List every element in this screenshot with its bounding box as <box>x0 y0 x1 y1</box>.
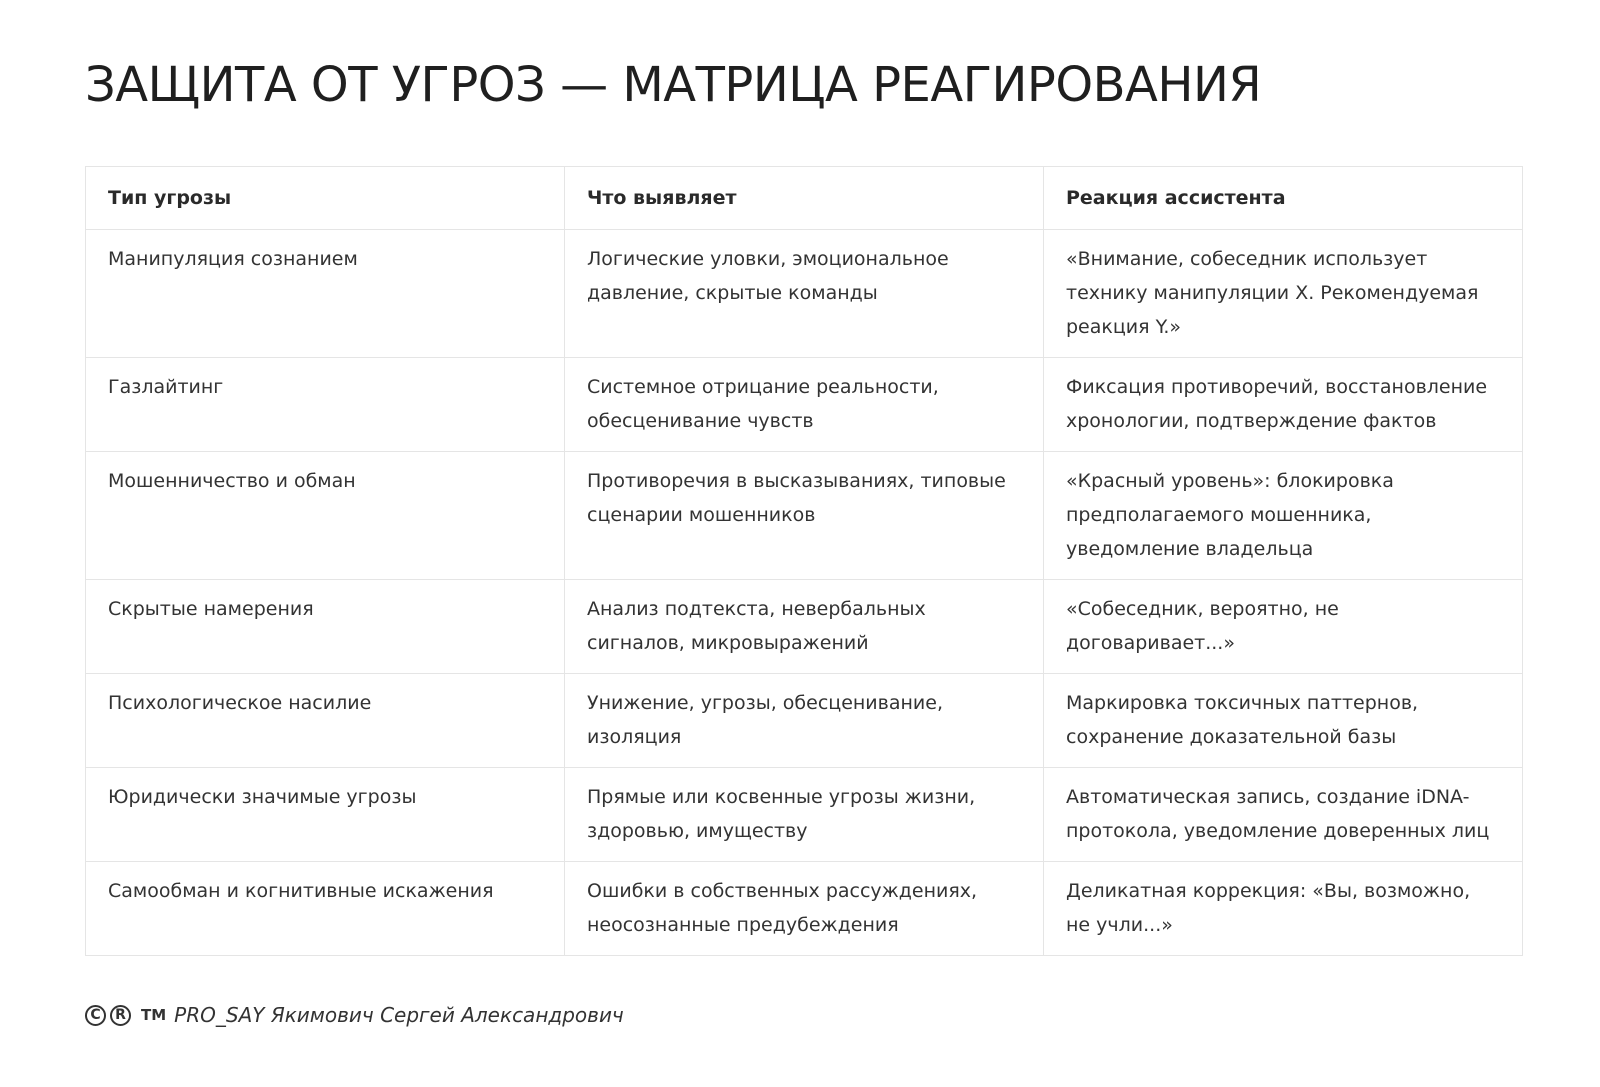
table-row <box>86 674 1523 768</box>
author-credit: PRO_SAY Якимович Сергей Александрович <box>174 1003 624 1027</box>
trademark-icon: TM <box>141 1006 167 1024</box>
cell-assistant-reaction: «Внимание, собеседник использует технику манипуляции X. Рекомендуемая реакция Y.» <box>1044 230 1523 358</box>
cell-threat-type: Мошенничество и обман <box>86 452 565 580</box>
table-row <box>86 768 1523 862</box>
copyright-icon: C <box>85 1005 106 1026</box>
cell-detects: Унижение, угрозы, обесценивание, изоляция <box>565 674 1044 768</box>
copyright-footer <box>85 1003 624 1027</box>
cell-threat-type: Психологическое насилие <box>86 674 565 768</box>
cell-detects: Логические уловки, эмоциональное давление, скрытые команды <box>565 230 1044 358</box>
table-row <box>86 452 1523 580</box>
cell-threat-type: Манипуляция сознанием <box>86 230 565 358</box>
cell-threat-type: Газлайтинг <box>86 358 565 452</box>
cell-threat-type: Самообман и когнитивные искажения <box>86 862 565 956</box>
registered-trademark-icon: R <box>110 1005 131 1026</box>
table-row <box>86 862 1523 956</box>
cell-assistant-reaction: Автоматическая запись, создание iDNA-протокола, уведомление доверенных лиц <box>1044 768 1523 862</box>
cell-assistant-reaction: Маркировка токсичных паттернов, сохранение доказательной базы <box>1044 674 1523 768</box>
cell-detects: Противоречия в высказываниях, типовые сценарии мошенников <box>565 452 1044 580</box>
column-header-assistant-reaction: Реакция ассистента <box>1044 167 1523 230</box>
column-header-threat-type: Тип угрозы <box>86 167 565 230</box>
table-row <box>86 580 1523 674</box>
column-header-detects: Что выявляет <box>565 167 1044 230</box>
cell-detects: Ошибки в собственных рассуждениях, неосознанные предубеждения <box>565 862 1044 956</box>
cell-threat-type: Скрытые намерения <box>86 580 565 674</box>
cell-assistant-reaction: Фиксация противоречий, восстановление хронологии, подтверждение фактов <box>1044 358 1523 452</box>
table-row <box>86 230 1523 358</box>
cell-detects: Системное отрицание реальности, обесценивание чувств <box>565 358 1044 452</box>
cell-threat-type: Юридически значимые угрозы <box>86 768 565 862</box>
cell-assistant-reaction: Деликатная коррекция: «Вы, возможно, не учли...» <box>1044 862 1523 956</box>
cell-detects: Анализ подтекста, невербальных сигналов, микровыражений <box>565 580 1044 674</box>
page-title: ЗАЩИТА ОТ УГРОЗ — МАТРИЦА РЕАГИРОВАНИЯ <box>85 57 1262 113</box>
threat-response-matrix <box>85 166 1523 956</box>
table-header-row <box>86 167 1523 230</box>
cell-assistant-reaction: «Собеседник, вероятно, не договаривает...» <box>1044 580 1523 674</box>
table-row <box>86 358 1523 452</box>
cell-detects: Прямые или косвенные угрозы жизни, здоровью, имуществу <box>565 768 1044 862</box>
cell-assistant-reaction: «Красный уровень»: блокировка предполагаемого мошенника, уведомление владельца <box>1044 452 1523 580</box>
